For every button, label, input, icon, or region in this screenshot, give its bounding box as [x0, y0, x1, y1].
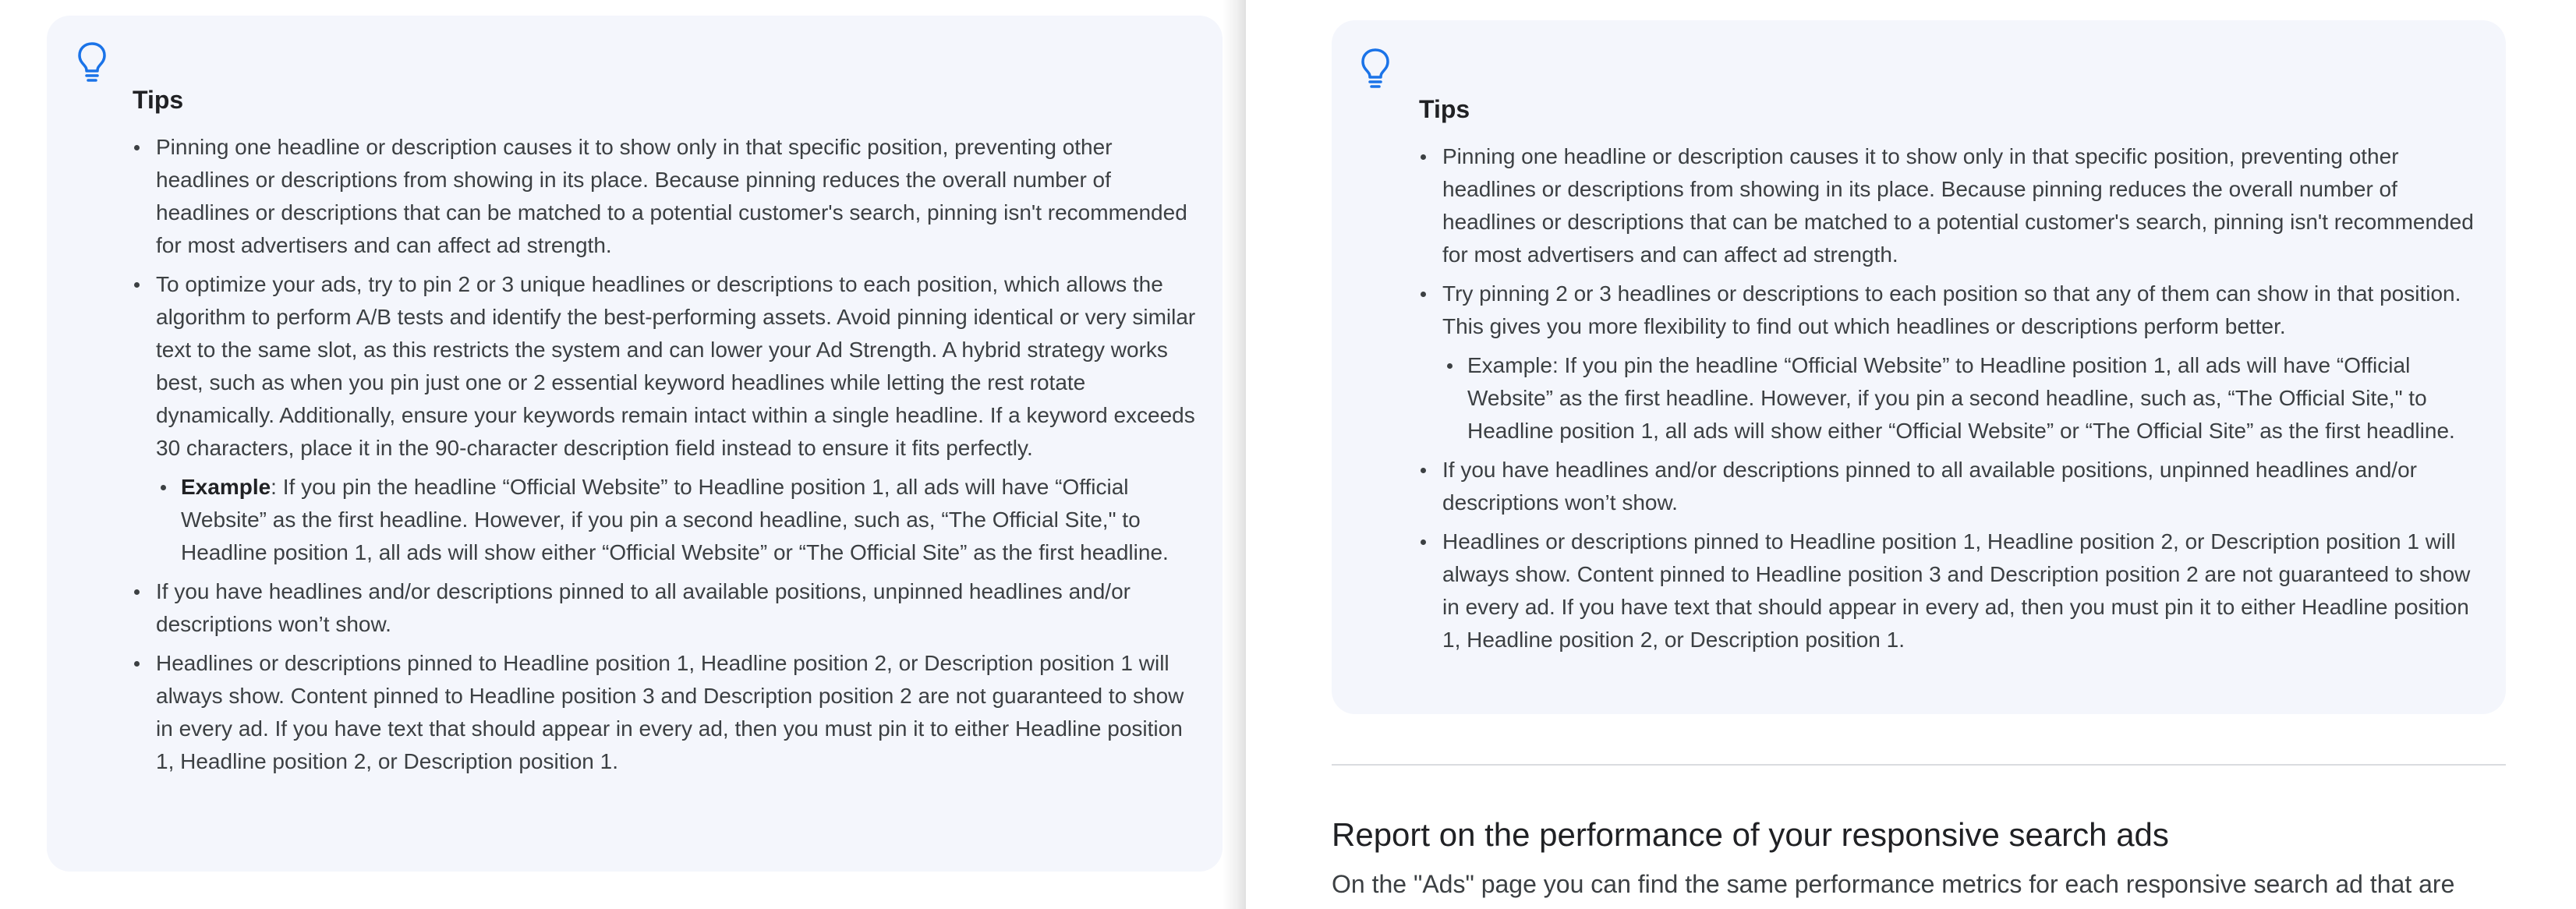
example-text: : If you pin the headline “Official Website” to Headline position 1, all ads will have “Official Website” as the first headline. However, if you pin a second headline, such as, “The Official Site," to Headline position 1, all ads will show either “Official Website” or “The Official Site” as the first headline. — [181, 475, 1169, 564]
lightbulb-icon — [1360, 47, 1391, 89]
tips-card-left — [47, 16, 1223, 872]
section-divider — [1332, 764, 2506, 766]
lightbulb-icon — [76, 41, 108, 83]
list-item: If you have headlines and/or descriptions pinned to all available positions, unpinned headlines and/or descriptions won’t show. — [1442, 454, 2487, 519]
section-heading: Report on the performance of your responsive search ads — [1332, 816, 2169, 853]
list-item: To optimize your ads, try to pin 2 or 3 unique headlines or descriptions to each position, which allows the algorithm to perform A/B tests and identify the best-performing assets. Avoid pinning identical or very similar text to the same slot, as this restricts the system and can lower your Ad Strength. A hybrid strategy works best, such as when you pin just one or 2 essential keyword headlines while letting the rest rotate dynamically. Additionally, ensure your keywords remain intact within a single headline. If a keyword exceeds 30 characters, place it in the 90-character description field instead to ensure it fits perfectly. — [156, 268, 1201, 465]
list-item: Pinning one headline or description causes it to show only in that specific position, preventing other headlines or descriptions from showing in its place. Because pinning reduces the overall number of headlines or descriptions that can be matched to a potential customer's search, pinning isn't recommended for most advertisers and can affect ad strength. — [156, 131, 1201, 262]
list-item: Headlines or descriptions pinned to Headline position 1, Headline position 2, or Description position 1 will always show. Content pinned to Headline position 3 and Description position 2 are not guaranteed to show in every ad. If you have text that should appear in every ad, then you must pin it to either Headline position 1, Headline position 2, or Description position 1. — [1442, 525, 2487, 656]
tips-title: Tips — [133, 86, 184, 114]
tips-list — [156, 131, 1201, 784]
list-item: Headlines or descriptions pinned to Headline position 1, Headline position 2, or Description position 1 will always show. Content pinned to Headline position 3 and Description position 2 are not guaranteed to show in every ad. If you have text that should appear in every ad, then you must pin it to either Headline position 1, Headline position 2, or Description position 1. — [156, 647, 1201, 778]
list-item: Try pinning 2 or 3 headlines or descriptions to each position so that any of them can show in that position. This gives you more flexibility to find out which headlines or descriptions perform better. — [1442, 278, 2487, 343]
right-pane — [1246, 0, 2576, 909]
example-item: Example: If you pin the headline “Official Website” to Headline position 1, all ads will have “Official Website” as the first headline. However, if you pin a second headline, such as, “The Official Site," to Headline position 1, all ads will show either “Official Website” or “The Official Site” as the first headline. — [1467, 349, 2487, 447]
left-pane — [0, 0, 1246, 909]
section-body: On the "Ads" page you can find the same performance metrics for each responsive search ad that are — [1332, 870, 2455, 898]
tips-title: Tips — [1419, 95, 1470, 123]
example-label: Example — [181, 475, 271, 499]
tips-list — [1442, 140, 2487, 663]
example-item — [181, 471, 1201, 569]
list-item: Pinning one headline or description causes it to show only in that specific position, preventing other headlines or descriptions from showing in its place. Because pinning reduces the overall number of headlines or descriptions that can be matched to a potential customer's search, pinning isn't recommended for most advertisers and can affect ad strength. — [1442, 140, 2487, 271]
list-item: If you have headlines and/or descriptions pinned to all available positions, unpinned headlines and/or descriptions won’t show. — [156, 575, 1201, 641]
pane-divider — [1223, 0, 1246, 909]
tips-card-right — [1332, 20, 2506, 714]
